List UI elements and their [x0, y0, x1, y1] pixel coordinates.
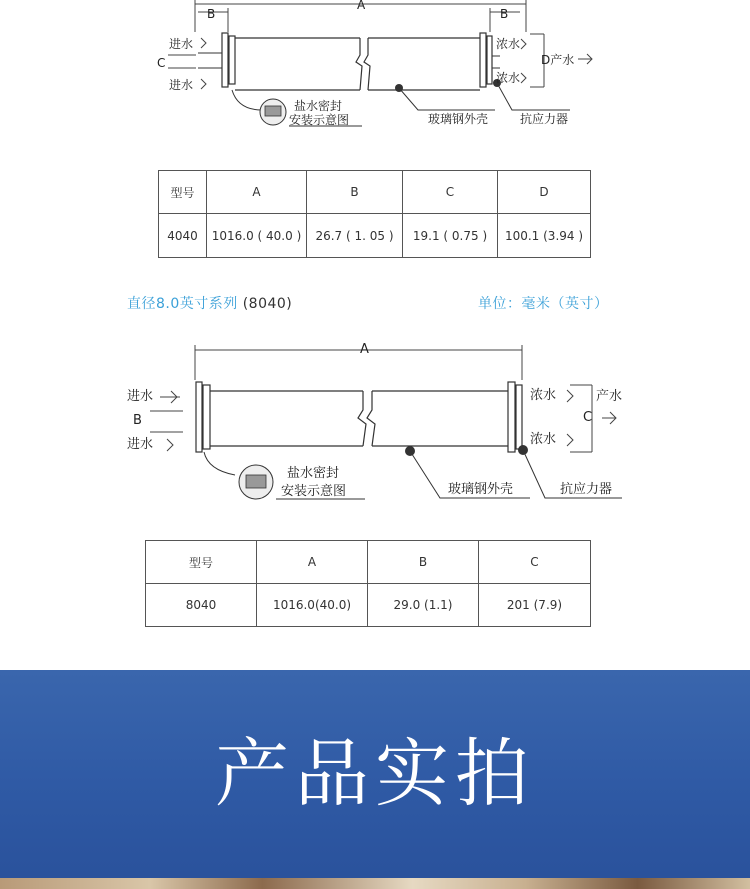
seal-label-line1: 盐水密封: [294, 99, 343, 113]
dim-b-label: B: [133, 413, 142, 428]
table-cell: 8040: [146, 584, 257, 627]
dim-b-right-label: B: [500, 7, 509, 21]
seal-label-line2: 安装示意图: [281, 484, 347, 499]
inlet-bottom-label: 进水: [127, 437, 154, 452]
concentrate-top-label: 浓水: [496, 37, 521, 51]
product-photo-strip: [0, 878, 750, 889]
dim-a-label: A: [357, 0, 366, 12]
table-header-cell: A: [207, 171, 307, 214]
section-banner-title: 产品实拍: [215, 731, 535, 817]
seal-label-line1: 盐水密封: [287, 466, 340, 481]
table-header-cell: D: [498, 171, 591, 214]
table-header-cell: C: [479, 541, 591, 584]
dim-a-label: A: [360, 342, 369, 357]
table-cell: 201 (7.9): [479, 584, 591, 627]
anti-stress-label: 抗应力器: [520, 112, 569, 126]
shell-label: 玻璃钢外壳: [448, 482, 514, 497]
table-cell: 100.1 (3.94 ): [498, 214, 591, 258]
table-header-cell: A: [257, 541, 368, 584]
table-cell: 4040: [159, 214, 207, 258]
dim-c-label: C: [157, 56, 166, 70]
table-cell: 19.1 ( 0.75 ): [403, 214, 498, 258]
dim-b-left-label: B: [207, 7, 216, 21]
unit-label: 单位：毫米（英寸）: [478, 296, 609, 312]
table-cell: 1016.0(40.0): [257, 584, 368, 627]
dim-c-label: C: [583, 410, 593, 425]
table-header-cell: C: [403, 171, 498, 214]
table-header-cell: B: [307, 171, 403, 214]
inlet-bottom-label: 进水: [169, 78, 194, 92]
product-label: 产水: [596, 389, 623, 404]
table-header-cell: 型号: [159, 171, 207, 214]
shell-label: 玻璃钢外壳: [428, 112, 489, 126]
series-model-text: (8040): [242, 296, 293, 312]
table-header-cell: 型号: [146, 541, 257, 584]
concentrate-bottom-label: 浓水: [496, 71, 521, 85]
series-title-text: 直径8.0英寸系列: [127, 296, 238, 312]
table-header-cell: B: [368, 541, 479, 584]
dim-d-product-label: D产水: [541, 53, 575, 67]
table-header-row: [146, 541, 591, 584]
table-cell: 26.7 ( 1. 05 ): [307, 214, 403, 258]
concentrate-bottom-label: 浓水: [530, 432, 557, 447]
concentrate-top-label: 浓水: [530, 388, 557, 403]
table-cell: 29.0 (1.1): [368, 584, 479, 627]
table-row: [146, 584, 591, 627]
inlet-top-label: 进水: [169, 37, 194, 51]
spec-table-8040: [145, 540, 591, 627]
anti-stress-label: 抗应力器: [560, 482, 613, 497]
table-cell: 1016.0 ( 40.0 ): [207, 214, 307, 258]
inlet-top-label: 进水: [127, 389, 154, 404]
seal-label-line2: 安装示意图: [289, 113, 350, 127]
